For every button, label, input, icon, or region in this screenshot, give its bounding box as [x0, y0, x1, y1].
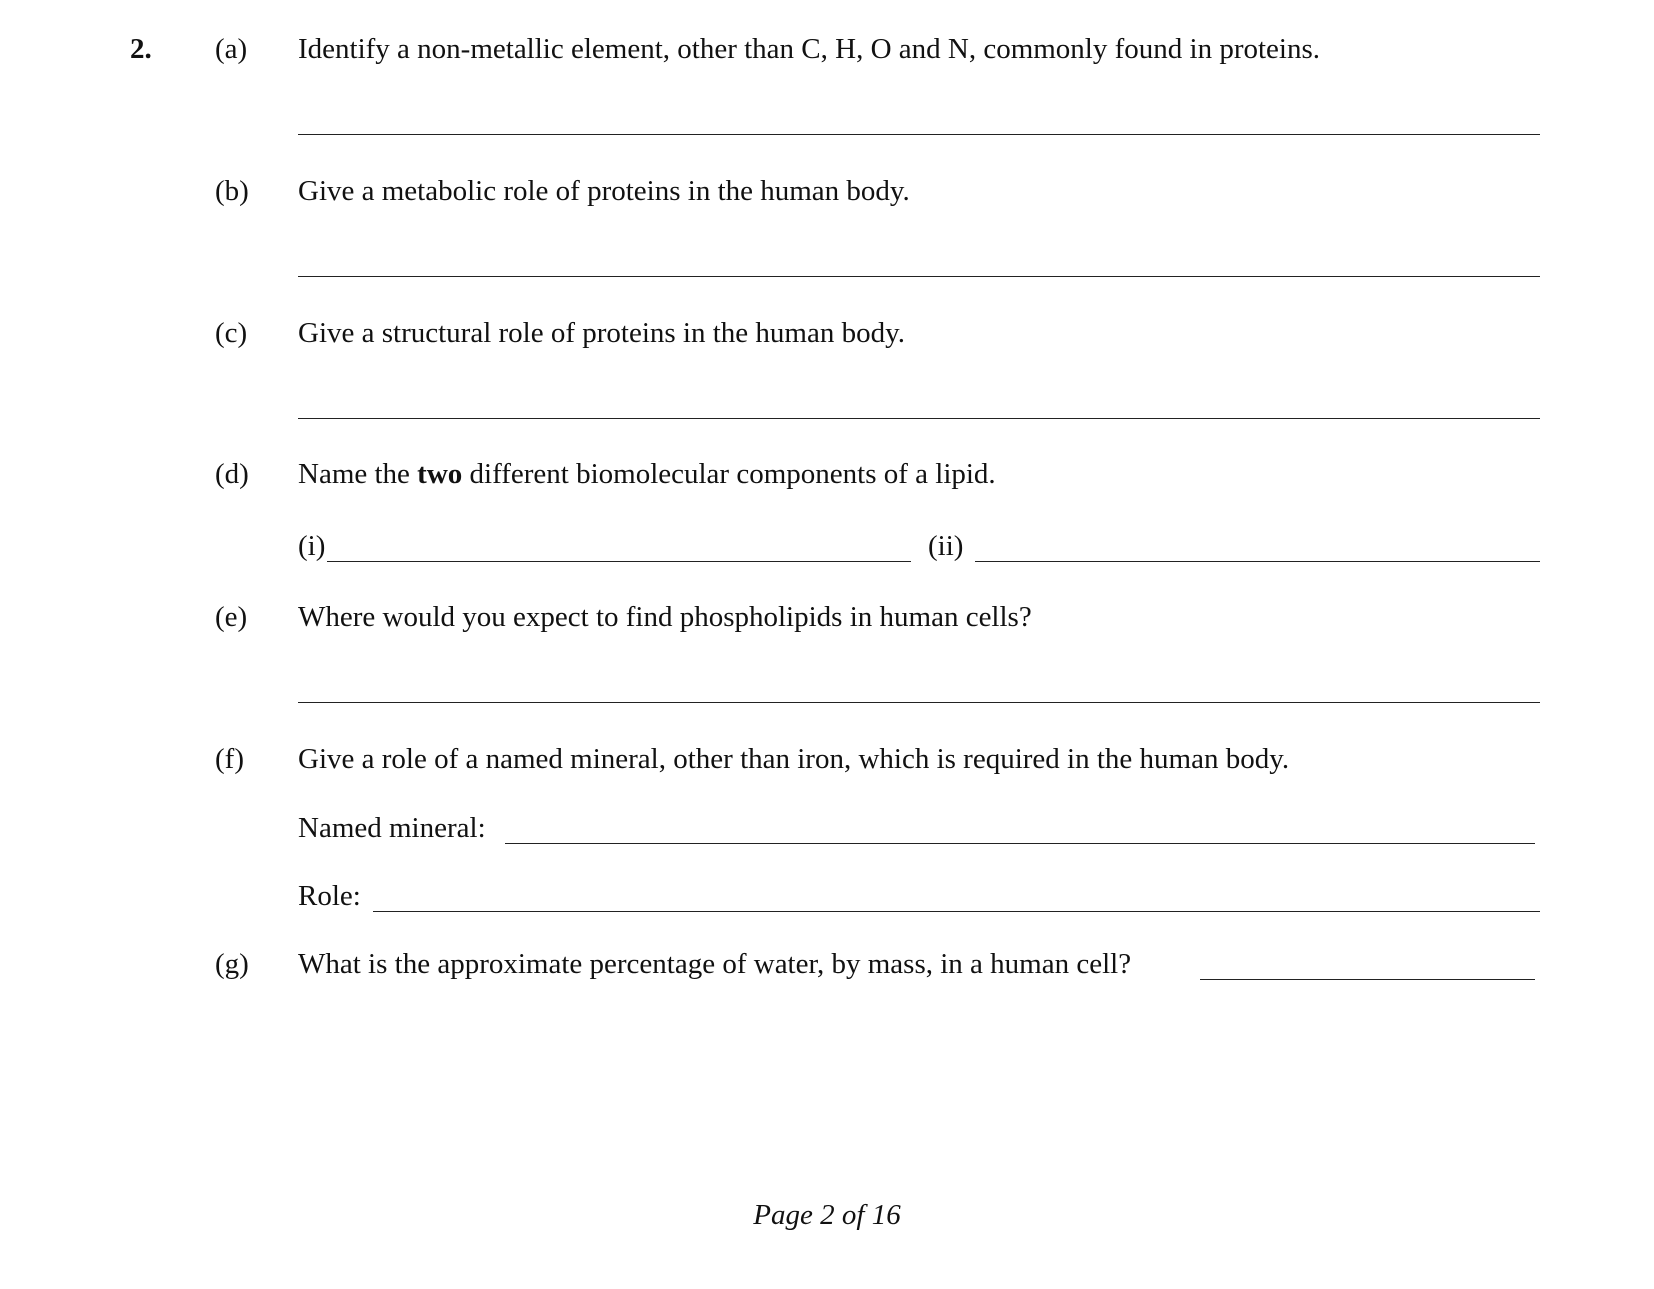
question-number: 2.: [130, 33, 152, 65]
part-g-text: What is the approximate percentage of water, by mass, in a human cell?: [298, 948, 1132, 980]
part-b-label: (b): [215, 175, 249, 207]
part-d-text: [298, 455, 996, 493]
part-d-text-before: Name the: [298, 458, 418, 490]
part-a-label: (a): [215, 33, 248, 65]
answer-line-g[interactable]: [1200, 979, 1535, 980]
part-d-sub-i-label: (i): [298, 530, 326, 562]
answer-line-d-ii[interactable]: [975, 561, 1540, 562]
part-f-label: (f): [215, 743, 244, 775]
part-g-label: (g): [215, 948, 249, 980]
part-d-label: (d): [215, 458, 249, 490]
named-mineral-label: Named mineral:: [298, 812, 486, 844]
answer-line-named-mineral[interactable]: [505, 843, 1535, 844]
part-f-text: Give a role of a named mineral, other than iron, which is required in the human body.: [298, 743, 1290, 775]
role-label: Role:: [298, 880, 361, 912]
answer-line-a[interactable]: [298, 134, 1540, 135]
answer-line-role[interactable]: [373, 911, 1540, 912]
part-e-text: Where would you expect to find phospholipids in human cells?: [298, 601, 1032, 633]
page-number: Page 2 of 16: [753, 1199, 901, 1231]
part-d-sub-ii-label: (ii): [928, 530, 964, 562]
part-c-label: (c): [215, 317, 248, 349]
answer-line-b[interactable]: [298, 276, 1540, 277]
answer-line-c[interactable]: [298, 418, 1540, 419]
answer-line-d-i[interactable]: [327, 561, 911, 562]
part-e-label: (e): [215, 601, 248, 633]
part-d-text-after: different biomolecular components of a lipid.: [462, 458, 996, 490]
answer-line-e[interactable]: [298, 702, 1540, 703]
part-c-text: Give a structural role of proteins in the human body.: [298, 317, 905, 349]
part-b-text: Give a metabolic role of proteins in the human body.: [298, 175, 910, 207]
part-a-text: Identify a non-metallic element, other than C, H, O and N, commonly found in proteins.: [298, 33, 1321, 65]
part-d-text-bold: two: [417, 458, 463, 490]
